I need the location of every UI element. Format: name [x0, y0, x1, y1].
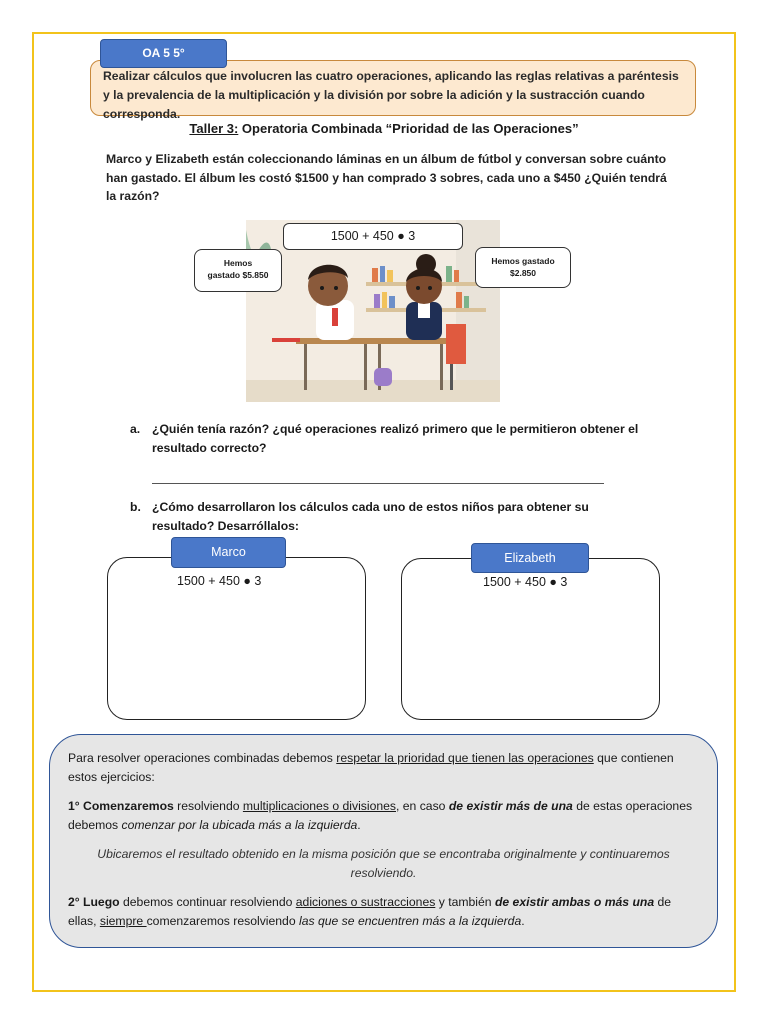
rules-box	[49, 734, 718, 948]
rule-2-b: y también	[435, 895, 495, 909]
rule-1-italic-1: de existir más de una	[448, 799, 573, 813]
answer-line[interactable]	[152, 483, 604, 484]
marco-expression: 1500 + 450 ● 3	[177, 574, 262, 588]
worksheet-title	[0, 121, 768, 136]
illustration-expression: 1500 + 450 ● 3	[283, 223, 463, 250]
rules-intro-b: que contienen estos ejercicios:	[68, 751, 674, 784]
rule-2-c: de ellas,	[68, 895, 672, 928]
rule-2-italic-2: las que se encuentren más a la izquierda	[299, 914, 522, 928]
rule-1-italic-2: comenzar por la ubicada más a la izquierda	[121, 818, 358, 832]
rule-1-b: , en caso	[396, 799, 449, 813]
rules-intro	[68, 749, 699, 787]
marco-tab: Marco	[171, 537, 286, 568]
bubble-left-line-2: gastado $5.850	[207, 270, 269, 280]
rule-2-d: comenzaremos resolviendo	[146, 914, 299, 928]
rule-1-number: 1° Comenzaremos	[68, 799, 174, 813]
rule-2-italic-1: de existir ambas o más una	[494, 895, 655, 909]
question-text: ¿Quién tenía razón? ¿qué operaciones realizó primero que le permitieron obtener el resultado correcto?	[152, 422, 639, 455]
rule-2-a: debemos continuar resolviendo	[119, 895, 296, 909]
rule-2-number: 2° Luego	[68, 895, 120, 909]
problem-statement: Marco y Elizabeth están coleccionando láminas en un álbum de fútbol y conversan sobre cuánto han gastado. El álbum les costó $1500 y han comprado 3 sobres, cada uno a $450 ¿Quién tendrá la razón?	[106, 152, 667, 203]
rule-1-c: de estas operaciones debemos	[68, 799, 693, 832]
rule-2-e: .	[521, 914, 525, 928]
title-prefix: Taller 3:	[189, 121, 239, 136]
elizabeth-tab: Elizabeth	[471, 543, 589, 573]
rule-1-underlined: multiplicaciones o divisiones	[242, 799, 396, 813]
speech-bubble-elizabeth	[475, 247, 571, 288]
rule-1	[68, 797, 699, 835]
bubble-right-line-1: Hemos gastado	[491, 256, 555, 266]
rules-note: Ubicaremos el resultado obtenido en la misma posición que se encontraba originalmente y continuaremos resolviendo.	[97, 847, 670, 880]
rule-1-a: resolviendo	[173, 799, 243, 813]
objective-box: Realizar cálculos que involucren las cuatro operaciones, aplicando las reglas relativas a paréntesis y la prevalencia de la multiplicación y la división por sobre la adición y la sustracción cuando corresponda.	[90, 60, 696, 116]
rule-2-underlined-2: siempre	[99, 914, 147, 928]
oa-tag: OA 5 5°	[100, 39, 227, 68]
bubble-right-line-2: $2.850	[510, 268, 536, 278]
rule-2-underlined-1: adiciones o sustracciones	[295, 895, 436, 909]
title-rest: Operatoria Combinada “Prioridad de las Operaciones”	[238, 121, 579, 136]
speech-bubble-marco	[194, 249, 282, 292]
question-marker: a.	[130, 422, 141, 436]
question-marker: b.	[130, 500, 141, 514]
question-text: ¿Cómo desarrollaron los cálculos cada uno de estos niños para obtener su resultado? Desarróllalos:	[152, 500, 589, 533]
rule-2	[68, 893, 699, 931]
rule-1-d: .	[357, 818, 361, 832]
rules-intro-a: Para resolver operaciones combinadas debemos	[68, 751, 337, 765]
rules-intro-underlined: respetar la prioridad que tienen las operaciones	[336, 751, 594, 765]
elizabeth-expression: 1500 + 450 ● 3	[483, 575, 568, 589]
bubble-left-line-1: Hemos	[223, 258, 253, 268]
